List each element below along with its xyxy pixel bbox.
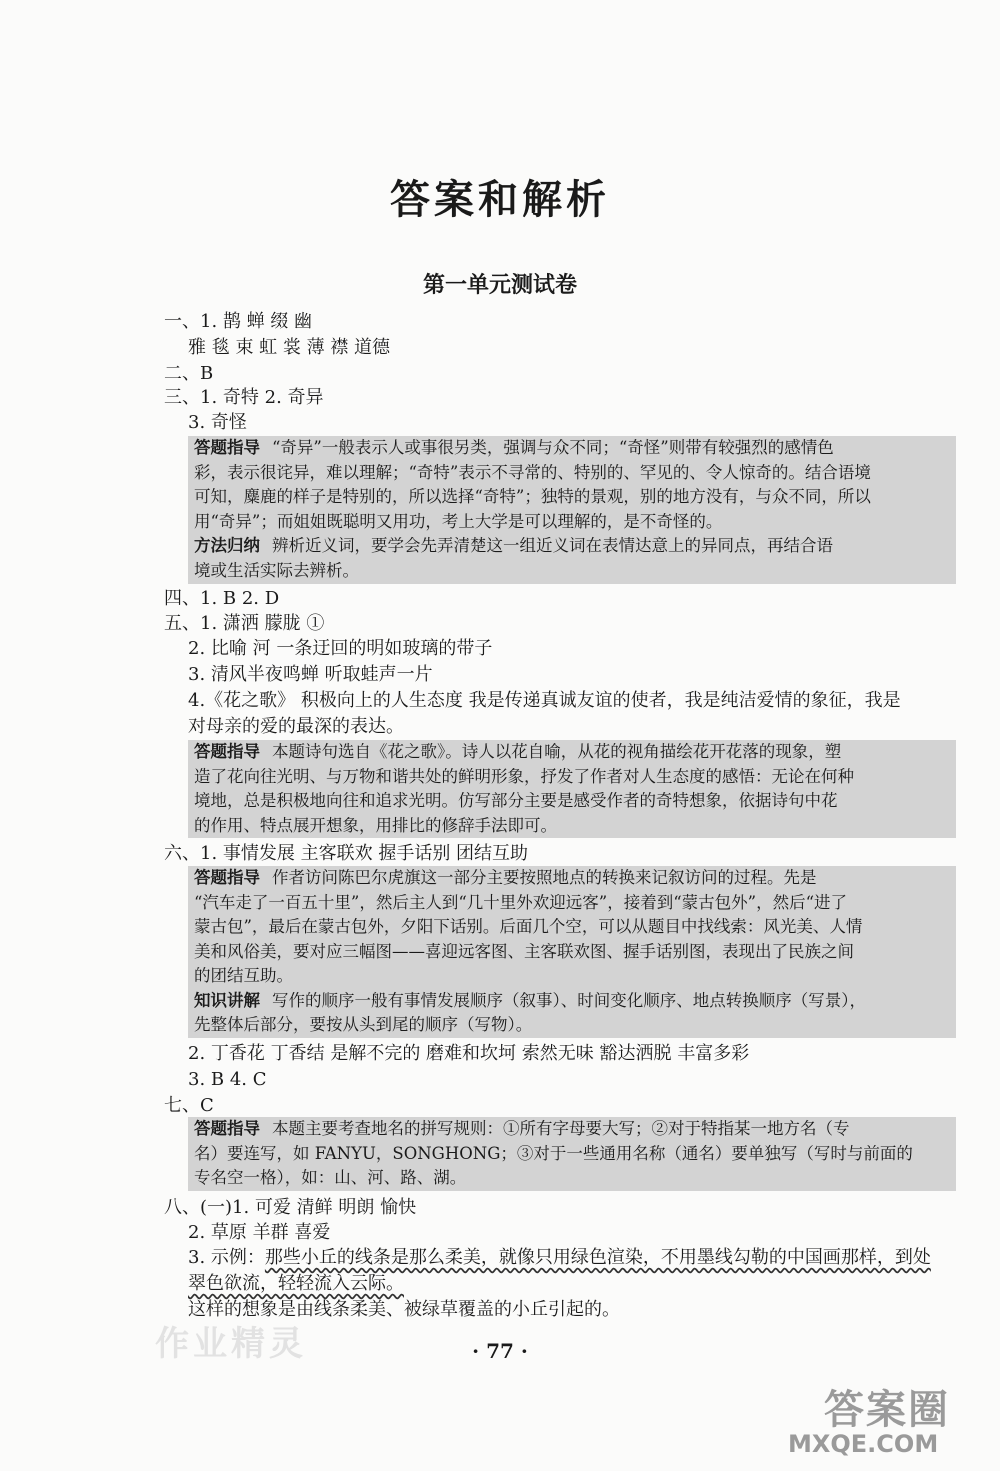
explanation-line: 的团结互助。 xyxy=(194,966,293,985)
answer-line: 雅 毯 束 虹 裳 薄 襟 道德 xyxy=(188,337,391,358)
explanation-line xyxy=(188,989,956,1014)
answer-line: 2. 比喻 河 一条迂回的明如玻璃的带子 xyxy=(188,638,493,659)
explanation-line: 可知，麋鹿的样子是特别的，所以选择“奇特”；独特的景观，别的地方没有，与众不同，所以 xyxy=(194,487,871,506)
page-title: 答案和解析 xyxy=(390,176,610,223)
explanation-line: “汽车走了一百五十里”，然后主人到“几十里外欢迎远客”，接着到“蒙古包外”，然后“进了 xyxy=(194,892,848,912)
explanation-tag: 答题指导 xyxy=(194,742,260,761)
explanation-line: 造了花向往光明、与万物和谐共处的鲜明形象，抒发了作者对人生态度的感悟：无论在何种 xyxy=(194,766,854,786)
answer-line: 这样的想象是由线条柔美、被绿草覆盖的小丘引起的。 xyxy=(188,1299,620,1320)
explanation-text: “奇异”一般表示人或事很另类，强调与众不同；“奇怪”则带有较强烈的感情色 xyxy=(272,438,834,457)
answer-line: 4.《花之歌》 积极向上的人生态度 我是传递真诚友谊的使者，我是纯洁爱情的象征，我是 xyxy=(188,690,901,711)
answer-line xyxy=(188,1272,404,1296)
explanation-tag: 方法归纳 xyxy=(194,536,260,555)
watermark-logo: 作业精灵 xyxy=(155,1324,307,1364)
explanation-line: 名）要连写，如 FANYU，SONGHONG；③对于一些通用名称（通名）要单独写（写时与前面的 xyxy=(194,1143,913,1163)
explanation-text: 本题诗句选自《花之歌》。诗人以花自喻，从花的视角描绘花开花落的现象，塑 xyxy=(272,742,842,761)
answer-line: 六、1. 事情发展 主客联欢 握手话别 团结互助 xyxy=(164,843,529,864)
page-number: · 77 · xyxy=(472,1339,528,1363)
explanation-line: 的作用、特点展开想象，用排比的修辞手法即可。 xyxy=(194,815,557,835)
answer-line: 四、1. B 2. D xyxy=(164,588,280,609)
explanation-tag: 知识讲解 xyxy=(194,990,260,1010)
explanation-line: 境地，总是积极地向往和追求光明。仿写部分主要是感受作者的奇特想象，依据诗句中花 xyxy=(194,791,838,810)
answer-line: 3. 清风半夜鸣蝉 听取蛙声一片 xyxy=(188,664,433,685)
answer-line: 2. 草原 羊群 喜爱 xyxy=(188,1222,331,1243)
underlined-answer: 翠色欲流，轻轻流入云际。 xyxy=(188,1273,404,1294)
explanation-tag: 答题指导 xyxy=(194,1119,260,1138)
answer-label: 3. 示例： xyxy=(188,1247,265,1268)
explanation-box xyxy=(188,1117,956,1191)
watermark-logo: 答案圈 xyxy=(824,1386,950,1433)
explanation-line xyxy=(188,1117,956,1142)
explanation-box xyxy=(188,740,956,838)
explanation-tag: 答题指导 xyxy=(194,868,260,887)
explanation-text: 本题主要考查地名的拼写规则：①所有字母要大写；②对于特指某一地方名（专 xyxy=(272,1119,850,1138)
answer-line: 三、1. 奇特 2. 奇异 xyxy=(164,387,324,408)
answer-line: 一、1. 鹊 蝉 缀 幽 xyxy=(164,311,313,332)
explanation-line: 蒙古包”，最后在蒙古包外，夕阳下话别。后面几个空，可以从题目中找线索：风光美、人情 xyxy=(194,917,863,936)
explanation-line: 专名空一格），如：山、河、路、湖。 xyxy=(194,1168,467,1187)
watermark-url: MXQE.COM xyxy=(788,1430,939,1458)
explanation-line xyxy=(188,866,956,891)
explanation-text: 辨析近义词，要学会先弄清楚这一组近义词在表情达意上的异同点，再结合语 xyxy=(272,536,833,555)
explanation-box xyxy=(188,436,956,584)
answer-line: 五、1. 潇洒 朦胧 ① xyxy=(164,613,325,634)
explanation-text: 作者访问陈巴尔虎旗这一部分主要按照地点的转换来记叙访问的过程。先是 xyxy=(272,868,817,887)
explanation-line: 美和风俗美，要对应三幅图——喜迎远客图、主客联欢图、握手话别图，表现出了民族之间 xyxy=(194,941,854,961)
section-title: 第一单元测试卷 xyxy=(422,272,577,298)
explanation-box xyxy=(188,866,956,1038)
explanation-line: 境或生活实际去辨析。 xyxy=(194,560,359,580)
answer-line: 对母亲的爱的最深的表达。 xyxy=(188,716,404,737)
explanation-line: 先整体后部分，要按从头到尾的顺序（写物）。 xyxy=(194,1015,533,1034)
underlined-answer: 那些小丘的线条是那么柔美，就像只用绿色渲染，不用墨线勾勒的中国画那样，到处 xyxy=(264,1247,931,1268)
answer-line: 3. B 4. C xyxy=(188,1069,267,1090)
answer-line: 3. 奇怪 xyxy=(188,412,247,433)
answer-line: 七、C xyxy=(164,1095,214,1116)
explanation-line xyxy=(188,534,956,559)
explanation-line: 用“奇异”；而姐姐既聪明又用功，考上大学是可以理解的，是不奇怪的。 xyxy=(194,511,723,531)
answer-line: 二、B xyxy=(164,363,214,384)
explanation-line: 彩，表示很诧异，难以理解；“奇特”表示不寻常的、特别的、罕见的、令人惊奇的。结合语境 xyxy=(194,462,871,482)
explanation-tag: 答题指导 xyxy=(194,438,260,457)
answer-line: 八、(一)1. 可爱 清鲜 明朗 愉快 xyxy=(164,1197,417,1218)
answer-line: 2. 丁香花 丁香结 是解不完的 磨难和坎坷 索然无味 豁达洒脱 丰富多彩 xyxy=(188,1043,750,1064)
explanation-text: 写作的顺序一般有事情发展顺序（叙事）、时间变化顺序、地点转换顺序（写景）， xyxy=(272,990,866,1010)
answer-line xyxy=(188,1246,931,1270)
explanation-line xyxy=(188,740,956,765)
explanation-line xyxy=(188,436,956,461)
